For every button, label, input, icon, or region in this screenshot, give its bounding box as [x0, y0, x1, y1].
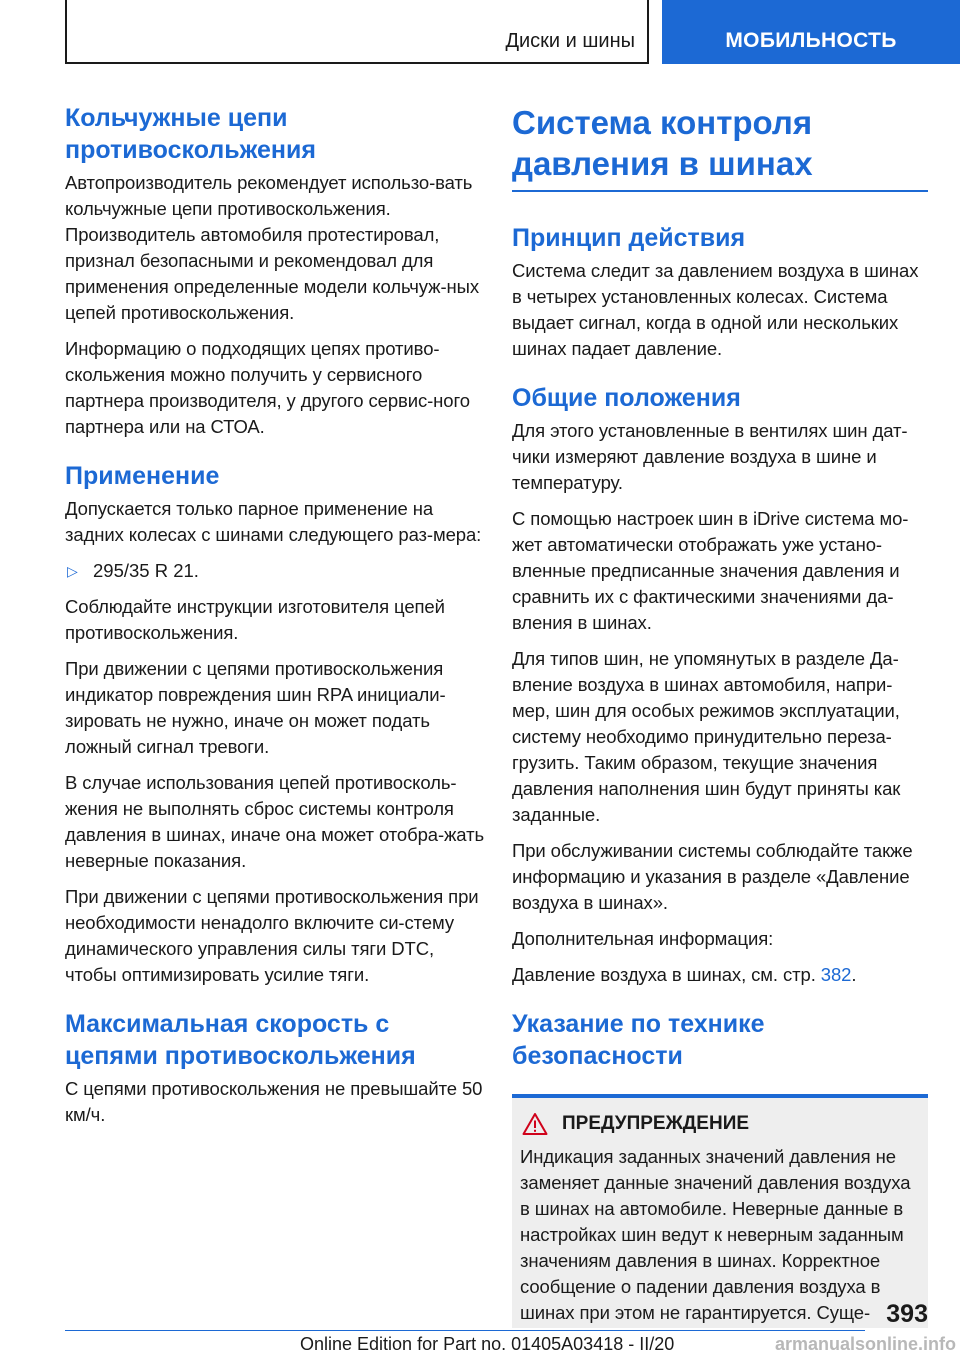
paragraph: Автопроизводитель рекомендует использо-вать кольчужные цепи противоскольжения. Производитель автомобиля протестировал, признал безопасными и рекомендовал для применения определенные модели кольчуж-ных цепей противоскольжения.	[65, 172, 479, 323]
heading-use: Применение	[65, 462, 220, 490]
paragraph: При движении с цепями противоскольжения при необходимости ненадолго включите си-стему динамического управления силы тяги DTC, чтобы оптимизировать усилие тяги.	[65, 886, 479, 985]
paragraph: Система следит за давлением воздуха в шинах в четырех установленных колесах. Система выдает сигнал, когда в одной или нескольких шинах падает давление.	[512, 260, 919, 359]
header-section-box	[65, 0, 649, 64]
paragraph: Дополнительная информация:	[512, 928, 774, 949]
heading-general: Общие положения	[512, 384, 741, 412]
paragraph: Допускается только парное применение на задних колесах с шинами следующего раз-мера:	[65, 498, 482, 545]
page-number: 393	[886, 1300, 928, 1328]
paragraph: С цепями противоскольжения не превышайте 50 км/ч.	[65, 1078, 483, 1125]
left-column	[65, 102, 485, 1138]
right-column	[512, 102, 928, 1328]
header-chapter-tab[interactable]	[662, 0, 960, 64]
heading-speed: Максимальная скорость с цепями противоскольжения	[65, 1010, 416, 1070]
paragraph: Для типов шин, не упомянутых в разделе Да-вление воздуха в шинах автомобиля, напри-мер, шин для особых режимов эксплуатации, систему необходимо принудительно переза-грузить. Таким образом, текущие значения давления наполнения шин будут приняты как заданные.	[512, 648, 901, 825]
warning-header	[520, 1112, 920, 1136]
chapter-title: МОБИЛЬНОСТЬ	[725, 29, 897, 52]
paragraph-with-link	[512, 962, 928, 988]
footer-edition: Online Edition for Part no. 01405A03418 - II/20	[300, 1334, 675, 1354]
triangle-bullet-icon: ▷	[67, 563, 78, 579]
paragraph: С помощью настроек шин в iDrive система мо-жет автоматически отображать уже устано-вленные предписанные значения давления и сравнить их с фактическими значениями да-вления в шинах.	[512, 508, 909, 633]
reference-end: .	[851, 964, 857, 985]
paragraph: При обслуживании системы соблюдайте также информацию и указания в разделе «Давление воздуха в шинах».	[512, 840, 913, 913]
warning-triangle-icon	[522, 1112, 548, 1136]
section-title: Диски и шины	[505, 30, 635, 52]
list-item-text: 295/35 R 21.	[93, 560, 199, 581]
title-divider	[512, 190, 928, 192]
page-main-title: Система контроля давления в шинах	[512, 104, 813, 182]
heading-principle: Принцип действия	[512, 224, 746, 252]
paragraph: Информацию о подходящих цепях противо-скольжения можно получить у сервисного партнера производителя, у другого сервис-ного партнера или на СТОА.	[65, 338, 470, 437]
heading-safety: Указание по технике безопасности	[512, 1010, 765, 1070]
paragraph: Для этого установленные в вентилях шин дат-чики измеряют давление воздуха в шине и температуру.	[512, 420, 908, 493]
warning-box	[512, 1094, 928, 1328]
warning-title: ПРЕДУПРЕЖДЕНИЕ	[562, 1113, 750, 1134]
paragraph: При движении с цепями противоскольжения индикатор повреждения шин RPA инициали-зировать не нужно, иначе он может подать ложный сигнал тревоги.	[65, 658, 446, 757]
page-reference-link[interactable]: 382	[820, 964, 852, 985]
footer-divider	[65, 1330, 865, 1331]
reference-text: Давление воздуха в шинах, см. стр.	[512, 964, 821, 985]
warning-text: Индикация заданных значений давления не заменяет данные значений давления воздуха в шинах на автомобиле. Неверные данные в настройках шин ведут к неверным заданным значениям давления в шинах. Корректное сообщение о падении давления воздуха в шинах при этом не гарантируется. Суще-	[520, 1146, 911, 1323]
footer-watermark: armanualsonline.info	[774, 1334, 956, 1354]
paragraph: Соблюдайте инструкции изготовителя цепей противоскольжения.	[65, 596, 445, 643]
paragraph: В случае использования цепей противосколь-жения не выполнять сброс системы контроля давления в шинах, иначе она может отобра-жать неверные показания.	[65, 772, 484, 871]
list-item	[65, 558, 485, 584]
heading-chains: Кольчужные цепи противоскольжения	[65, 104, 316, 164]
